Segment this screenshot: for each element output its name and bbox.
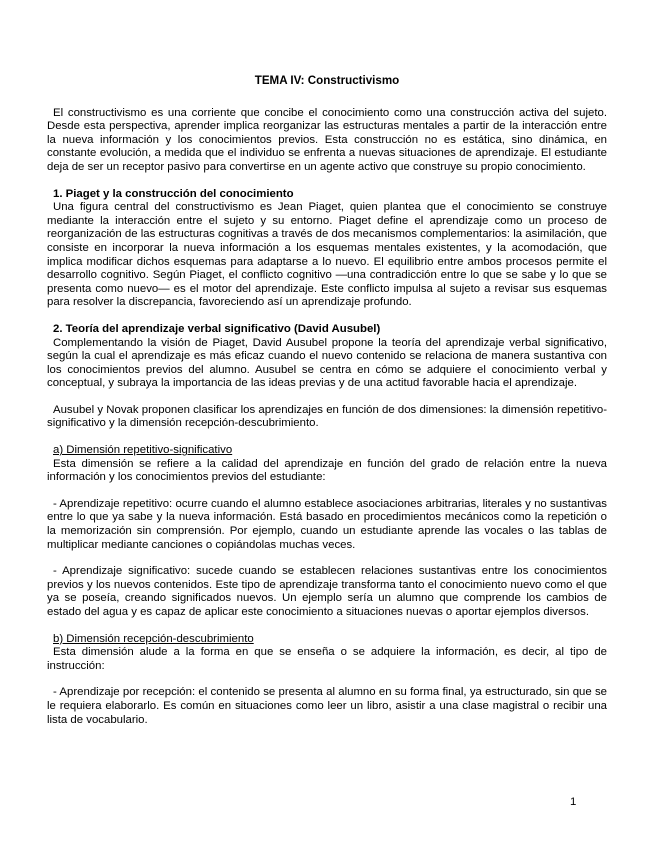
section-1-paragraph: Una figura central del constructivismo es Jean Piaget, quien plantea que el conocimiento se construye mediante la interacción entre el sujeto y su entorno. Piaget define el aprendizaje como un proceso de reorganización de las estructuras cognitivas a través de dos mecanismos complementarios: la asimilación, que consiste en incorporar la nueva información a los esquemas mentales existentes, y la acomodación, que implica modificar dichos esquemas para adaptarse a lo nuevo. El equilibrio entre ambos procesos permite el desarrollo cognitivo. Según Piaget, el conflicto cognitivo —una contradicción entre lo que se sabe y lo que se presenta como nuevo— es el motor del aprendizaje. Este conflicto impulsa al sujeto a revisar sus esquemas para resolver la discrepancia, favoreciendo así un aprendizaje profundo. [47, 201, 607, 309]
subsection-a-item-repetitive: - Aprendizaje repetitivo: ocurre cuando el alumno establece asociaciones arbitrarias, literales y no sustantivas entre lo que ya sabe y la nueva información. Está basado en procedimientos mecánicos como la repetición o la memorización sin comprensión. Por ejemplo, cuando un estudiante aprende las vocales o las tablas de multiplicar mediante canciones o copiándolas muchas veces. [47, 497, 607, 551]
section-1-heading: 1. Piaget y la construcción del conocimiento [53, 187, 294, 200]
subsection-a-item-significant: - Aprendizaje significativo: sucede cuando se establecen relaciones sustantivas entre los conocimientos previos y los nuevos contenidos. Este tipo de aprendizaje transforma tanto el conocimiento nuevo como el que ya se poseía, creando significados nuevos. Un ejemplo sería un alumno que comprende los cambios de estado del agua y es capaz de aplicar este conocimiento a situaciones nuevas o aportar ejemplos diversos. [47, 565, 607, 618]
subsection-b-heading: b) Dimensión recepción-descubrimiento [53, 632, 254, 645]
document-page [47, 74, 607, 727]
intro-paragraph: El constructivismo es una corriente que concibe el conocimiento como una construcción activa del sujeto. Desde esta perspectiva, aprender implica reorganizar las estructuras mentales a partir de la interacción entre la nueva información y los conocimientos previos. Esta construcción no es estática, sino dinámica, en constante evolución, a medida que el individuo se enfrenta a nuevas situaciones de aprendizaje. El estudiante deja de ser un receptor pasivo para convertirse en un agente activo que construye su propio conocimiento. [47, 106, 607, 173]
subsection-a-paragraph: Esta dimensión se refiere a la calidad del aprendizaje en función del grado de relación entre la nueva información y los conocimientos previos del estudiante: [47, 457, 607, 484]
document-title: TEMA IV: Constructivismo [254, 74, 400, 87]
section-2-paragraph-1: Complementando la visión de Piaget, David Ausubel propone la teoría del aprendizaje verbal significativo, según la cual el aprendizaje es más eficaz cuando el nuevo contenido se relaciona de manera sustantiva con los conocimientos previos del alumno. Ausubel se centra en cómo se adquiere el conocimiento verbal y conceptual, y subraya la importancia de las ideas previas y de una actitud favorable hacia el aprendizaje. [47, 336, 607, 390]
section-2-paragraph-2: Ausubel y Novak proponen clasificar los aprendizajes en función de dos dimensiones: la dimensión repetitivo-significativo y la dimensión recepción-descubrimiento. [47, 403, 607, 430]
section-2-heading: 2. Teoría del aprendizaje verbal significativo (David Ausubel) [53, 322, 381, 335]
page-number: 1 [570, 796, 577, 808]
subsection-b-paragraph: Esta dimensión alude a la forma en que se enseña o se adquiere la información, es decir, al tipo de instrucción: [47, 646, 607, 672]
subsection-a-heading: a) Dimensión repetitivo-significativo [53, 444, 233, 457]
subsection-b-item-reception: - Aprendizaje por recepción: el contenido se presenta al alumno en su forma final, ya estructurado, sin que se le requiera elaborarlo. Es común en situaciones como leer un libro, asistir a una clase magistral o recibir una lista de vocabulario. [47, 686, 607, 726]
